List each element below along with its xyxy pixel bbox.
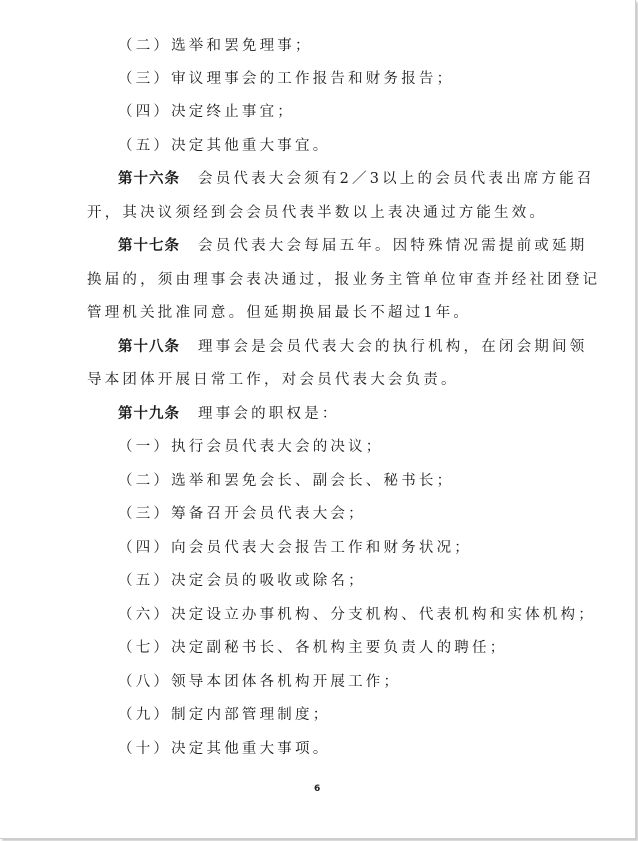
paragraph-text: 管理机关批准同意。但延期换届最长不超过1年。	[87, 305, 472, 321]
article-text: 会员代表大会每届五年。因特殊情况需提前或延期	[198, 238, 588, 254]
clause-text: （十）决定其他重大事项。	[118, 741, 331, 757]
clause-text: （三）审议理事会的工作报告和财务报告；	[118, 71, 455, 87]
clause-text: （四）决定终止事宜；	[118, 104, 295, 120]
clause-text: （五）决定会员的吸收或除名；	[118, 573, 366, 589]
clause-text: （四）向会员代表大会报告工作和财务状况；	[118, 540, 472, 556]
clause-text: （一）执行会员代表大会的决议；	[118, 439, 384, 455]
article-heading: 第十六条	[118, 171, 180, 187]
article-heading: 第十八条	[118, 339, 180, 355]
clause-text: （九）制定内部管理制度；	[118, 707, 331, 723]
clause-text: （七）决定副秘书长、各机构主要负责人的聘任；	[118, 640, 508, 656]
paragraph-text: 换届的，须由理事会表决通过，报业务主管单位审查并经社团登记	[87, 272, 601, 288]
clause-text: （二）选举和罢免会长、副会长、秘书长；	[118, 473, 455, 489]
article-text: 会员代表大会须有2／3以上的会员代表出席方能召	[198, 171, 595, 187]
article-text: 理事会是会员代表大会的执行机构，在闭会期间领	[198, 339, 588, 355]
clause-text: （三）筹备召开会员代表大会；	[118, 506, 366, 522]
article-heading: 第十七条	[118, 238, 180, 254]
clause-text: （六）决定设立办事机构、分支机构、代表机构和实体机构；	[118, 607, 596, 623]
paragraph-text: 开，其决议须经到会会员代表半数以上表决通过方能生效。	[87, 205, 548, 221]
clause-text: （五）决定其他重大事宜。	[118, 138, 331, 154]
article-heading: 第十九条	[118, 406, 180, 422]
paragraph-text: 导本团体开展日常工作，对会员代表大会负责。	[87, 372, 459, 388]
clause-text: （八）领导本团体各机构开展工作；	[118, 674, 402, 690]
page-number: 6	[314, 784, 321, 794]
article-text: 理事会的职权是：	[198, 406, 340, 422]
clause-text: （二）选举和罢免理事；	[118, 38, 313, 54]
